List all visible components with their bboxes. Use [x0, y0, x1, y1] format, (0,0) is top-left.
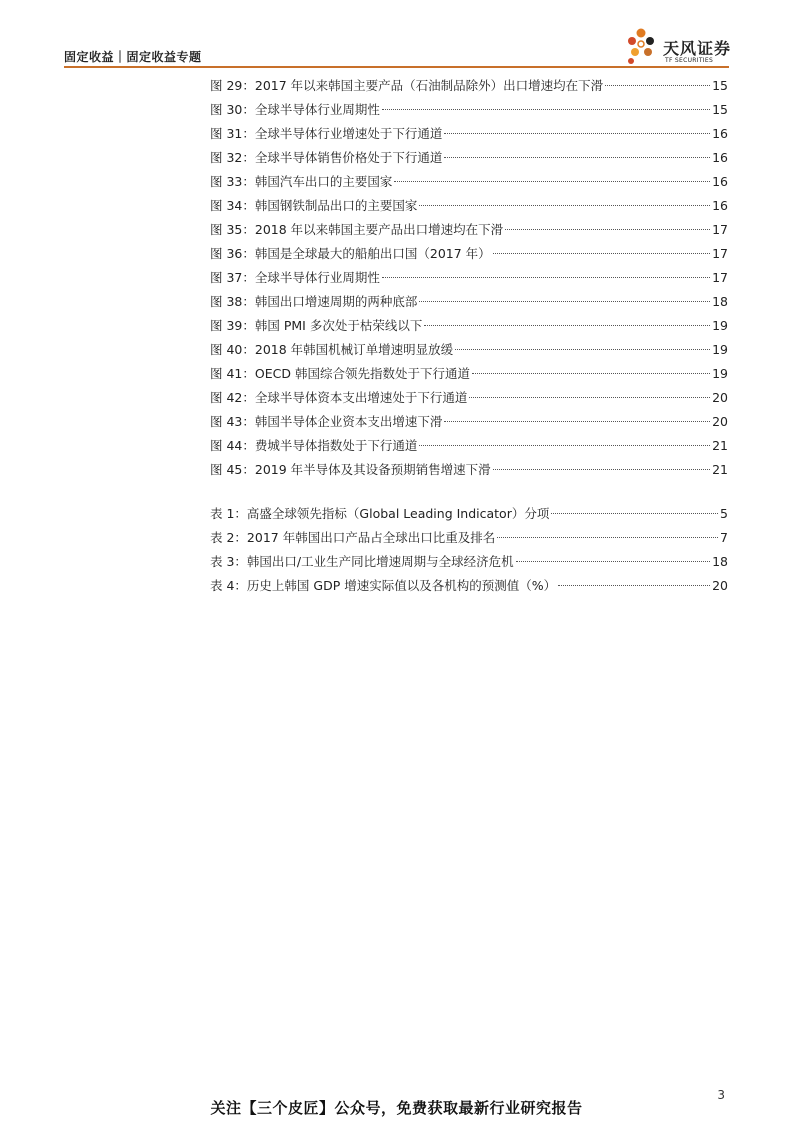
toc-entry-page: 21 — [712, 438, 728, 453]
dot-leader — [444, 157, 710, 158]
header-section-title: 固定收益｜固定收益专题 — [64, 50, 202, 64]
toc-entry-page: 18 — [712, 294, 728, 309]
toc-entry-page: 17 — [712, 222, 728, 237]
toc-entry-figure-43[interactable] — [210, 410, 728, 434]
toc-entry-page: 17 — [712, 246, 728, 261]
toc-entry-page: 5 — [720, 506, 728, 521]
toc-entry-label: 表 3：韩国出口/工业生产同比增速周期与全球经济危机 — [210, 554, 514, 569]
toc-entry-figure-41[interactable] — [210, 362, 728, 386]
toc-entry-label: 图 40：2018 年韩国机械订单增速明显放缓 — [210, 342, 454, 357]
dot-leader — [444, 133, 710, 134]
toc-entry-table-2[interactable] — [210, 526, 728, 550]
toc-entry-table-4[interactable] — [210, 574, 728, 598]
toc-entry-figure-35[interactable] — [210, 218, 728, 242]
toc-entry-page: 21 — [712, 462, 728, 477]
toc-entry-figure-40[interactable] — [210, 338, 728, 362]
toc-entry-label: 图 29：2017 年以来韩国主要产品（石油制品除外）出口增速均在下滑 — [210, 78, 604, 93]
toc-entry-figure-39[interactable] — [210, 314, 728, 338]
toc-entry-page: 18 — [712, 554, 728, 569]
toc-entry-label: 图 36：韩国是全球最大的船舶出口国（2017 年） — [210, 246, 491, 261]
toc-entry-label: 图 42：全球半导体资本支出增速处于下行通道 — [210, 390, 468, 405]
dot-leader — [424, 325, 710, 326]
footer-promo-text: 关注【三个皮匠】公众号，免费获取最新行业研究报告 — [210, 1099, 583, 1117]
dot-leader — [394, 181, 710, 182]
toc-entry-label: 图 39：韩国 PMI 多次处于枯荣线以下 — [210, 318, 423, 333]
toc-entry-figure-34[interactable] — [210, 194, 728, 218]
toc-entry-page: 20 — [712, 414, 728, 429]
toc-entry-label: 图 44：费城半导体指数处于下行通道 — [210, 438, 418, 453]
toc-entry-figure-44[interactable] — [210, 434, 728, 458]
toc-entry-page: 17 — [712, 270, 728, 285]
page-number: 3 — [717, 1088, 725, 1102]
toc-entry-figure-38[interactable] — [210, 290, 728, 314]
dot-leader — [382, 109, 710, 110]
toc-entry-label: 图 31：全球半导体行业增速处于下行通道 — [210, 126, 443, 141]
toc-entry-label: 图 45：2019 年半导体及其设备预期销售增速下滑 — [210, 462, 491, 477]
toc-entry-label: 表 4：历史上韩国 GDP 增速实际值以及各机构的预测值（%） — [210, 578, 557, 593]
dot-leader — [419, 301, 710, 302]
dot-leader — [419, 205, 710, 206]
toc-entry-page: 16 — [712, 150, 728, 165]
table-index-list — [210, 502, 728, 598]
toc-entry-label: 图 33：韩国汽车出口的主要国家 — [210, 174, 393, 189]
company-logo — [623, 24, 733, 68]
toc-entry-label: 图 34：韩国钢铁制品出口的主要国家 — [210, 198, 418, 213]
toc-entry-page: 15 — [712, 102, 728, 117]
toc-entry-page: 15 — [712, 78, 728, 93]
toc-entry-page: 19 — [712, 318, 728, 333]
dot-leader — [472, 373, 710, 374]
toc-entry-page: 16 — [712, 126, 728, 141]
toc-entry-figure-30[interactable] — [210, 98, 728, 122]
dot-leader — [493, 469, 710, 470]
toc-entry-label: 图 38：韩国出口增速周期的两种底部 — [210, 294, 418, 309]
toc-entry-label: 图 32：全球半导体销售价格处于下行通道 — [210, 150, 443, 165]
toc-entry-label: 图 37：全球半导体行业周期性 — [210, 270, 380, 285]
dot-leader — [469, 397, 710, 398]
toc-entry-figure-33[interactable] — [210, 170, 728, 194]
toc-entry-label: 图 35：2018 年以来韩国主要产品出口增速均在下滑 — [210, 222, 504, 237]
toc-entry-page: 16 — [712, 174, 728, 189]
toc-entry-table-3[interactable] — [210, 550, 728, 574]
toc-entry-figure-45[interactable] — [210, 458, 728, 482]
dot-leader — [605, 85, 710, 86]
dot-leader — [558, 585, 710, 586]
toc-entry-figure-37[interactable] — [210, 266, 728, 290]
dot-leader — [444, 421, 710, 422]
dot-leader — [505, 229, 710, 230]
dot-leader — [455, 349, 710, 350]
toc-entry-figure-42[interactable] — [210, 386, 728, 410]
dot-leader — [382, 277, 710, 278]
toc-entry-label: 图 41：OECD 韩国综合领先指数处于下行通道 — [210, 366, 470, 381]
dot-leader — [497, 537, 718, 538]
logo-english-name: TF SECURITIES — [665, 57, 714, 64]
toc-entry-page: 19 — [712, 342, 728, 357]
figure-index-list — [210, 74, 728, 482]
toc-entry-table-1[interactable] — [210, 502, 728, 526]
dot-leader — [516, 561, 710, 562]
dot-leader — [419, 445, 710, 446]
toc-entry-label: 图 43：韩国半导体企业资本支出增速下滑 — [210, 414, 443, 429]
toc-entry-label: 表 1：高盛全球领先指标（Global Leading Indicator）分项 — [210, 506, 550, 521]
logo-chinese-name: 天风证券 — [663, 39, 732, 58]
toc-entry-page: 16 — [712, 198, 728, 213]
toc-entry-page: 19 — [712, 366, 728, 381]
toc-entry-figure-32[interactable] — [210, 146, 728, 170]
toc-entry-label: 图 30：全球半导体行业周期性 — [210, 102, 380, 117]
toc-entry-page: 7 — [720, 530, 728, 545]
toc-entry-figure-31[interactable] — [210, 122, 728, 146]
toc-entry-page: 20 — [712, 578, 728, 593]
toc-entry-page: 20 — [712, 390, 728, 405]
toc-entry-label: 表 2：2017 年韩国出口产品占全球出口比重及排名 — [210, 530, 496, 545]
dot-leader — [551, 513, 718, 514]
toc-entry-figure-29[interactable] — [210, 74, 728, 98]
toc-entry-figure-36[interactable] — [210, 242, 728, 266]
flower-logo-icon — [623, 24, 659, 68]
dot-leader — [493, 253, 710, 254]
